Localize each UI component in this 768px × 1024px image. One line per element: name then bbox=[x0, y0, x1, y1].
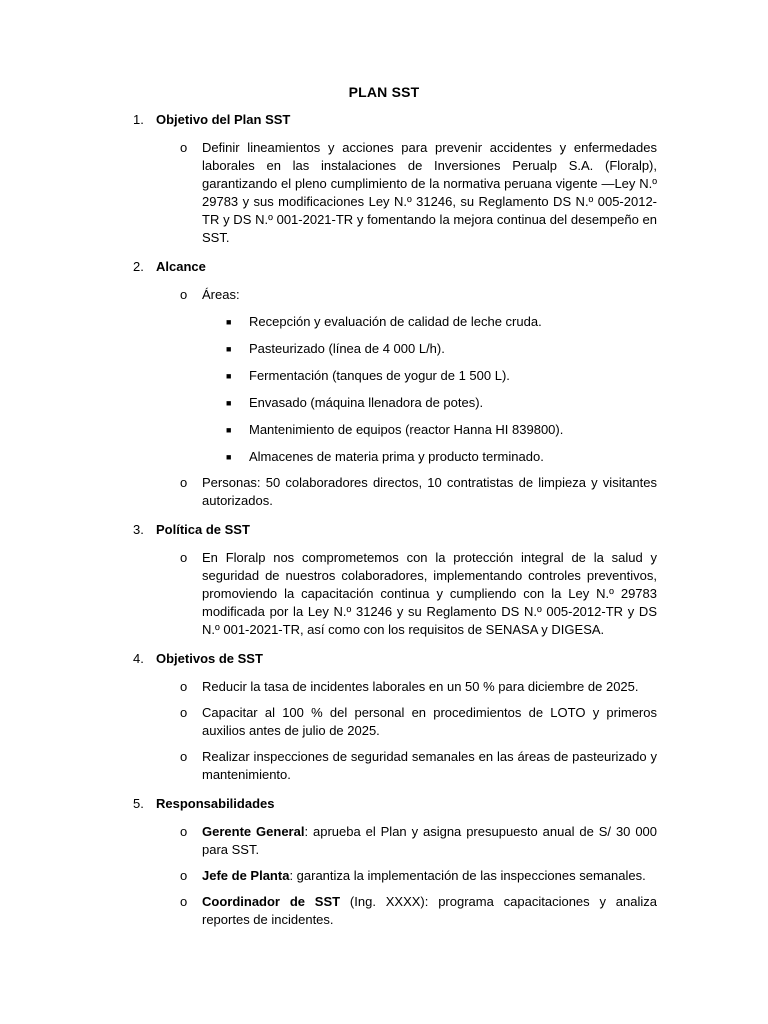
circle-bullet-icon: o bbox=[180, 679, 188, 694]
section-alcance bbox=[0, 256, 768, 510]
section-number: 4. bbox=[133, 651, 144, 666]
role-name: Coordinador de SST bbox=[202, 894, 341, 909]
list-item-text: Realizar inspecciones de seguridad semanales en las áreas de pasteurizado y mantenimiento. bbox=[202, 749, 657, 782]
list-item-text: En Floralp nos comprometemos con la protección integral de la salud y seguridad de nuestros colaboradores, implementando controles preventivos, promoviendo la capacitación continua y cumpliendo con la Ley N.º 29783 modificada por la Ley N.º 31246 y su Reglamento DS N.º 005-2012-TR y DS N.º 001-2021-TR, así como con los requisitos de SENASA y DIGESA. bbox=[202, 550, 657, 637]
section-responsabilidades bbox=[0, 793, 768, 929]
sub-list-item bbox=[0, 313, 768, 331]
list-item bbox=[0, 823, 768, 859]
section-title: Objetivo del Plan SST bbox=[156, 112, 291, 127]
section-title: Alcance bbox=[156, 259, 206, 274]
circle-bullet-icon: o bbox=[180, 140, 188, 155]
role-name: Jefe de Planta bbox=[202, 868, 290, 883]
list-item bbox=[0, 549, 768, 639]
square-bullet-icon: ■ bbox=[226, 371, 232, 381]
circle-bullet-icon: o bbox=[180, 749, 188, 764]
document-title: PLAN SST bbox=[348, 84, 420, 100]
list-item-text: Capacitar al 100 % del personal en procedimientos de LOTO y primeros auxilios antes de julio de 2025. bbox=[202, 705, 657, 738]
list-item-text: Definir lineamientos y acciones para prevenir accidentes y enfermedades laborales en las instalaciones de Inversiones Perualp S.A. (Floralp), garantizando el pleno cumplimiento de la normativa peruana vigente —Ley N.º 29783 y sus modificaciones Ley N.º 31246, su Reglamento DS N.º 005-2012-TR y DS N.º 001-2021-TR y fomentando la mejora continua del desempeño en SST. bbox=[202, 140, 657, 245]
sub-list-item bbox=[0, 394, 768, 412]
role-description: : aprueba el Plan y asigna presupuesto anual de S/ 30 000 para SST. bbox=[202, 824, 658, 857]
list-item bbox=[0, 748, 768, 784]
circle-bullet-icon: o bbox=[180, 475, 188, 490]
list-item-text bbox=[202, 867, 657, 885]
circle-bullet-icon: o bbox=[180, 550, 188, 565]
section-heading bbox=[0, 793, 768, 815]
list-item bbox=[0, 893, 768, 929]
sub-list-item-text: Envasado (máquina llenadora de potes). bbox=[249, 395, 484, 410]
section-title: Responsabilidades bbox=[156, 796, 275, 811]
square-bullet-icon: ■ bbox=[226, 344, 232, 354]
list-item bbox=[0, 867, 768, 885]
sub-list-item-text: Almacenes de materia prima y producto terminado. bbox=[249, 449, 544, 464]
section-title: Objetivos de SST bbox=[156, 651, 263, 666]
section-objetivo bbox=[0, 109, 768, 247]
list-item-text: Personas: 50 colaboradores directos, 10 contratistas de limpieza y visitantes autorizados. bbox=[202, 475, 657, 508]
role-name: Gerente General bbox=[202, 824, 305, 839]
list-item-text: Reducir la tasa de incidentes laborales en un 50 % para diciembre de 2025. bbox=[202, 679, 639, 694]
section-number: 1. bbox=[133, 112, 144, 127]
sub-list-item bbox=[0, 340, 768, 358]
list-item bbox=[0, 139, 768, 247]
list-item bbox=[0, 286, 768, 304]
square-bullet-icon: ■ bbox=[226, 317, 232, 327]
section-heading bbox=[0, 256, 768, 278]
circle-bullet-icon: o bbox=[180, 894, 188, 909]
document-body bbox=[0, 109, 768, 938]
sub-list-item-text: Recepción y evaluación de calidad de leche cruda. bbox=[249, 314, 542, 329]
section-title: Política de SST bbox=[156, 522, 250, 537]
list-item-text bbox=[202, 823, 657, 859]
section-number: 2. bbox=[133, 259, 144, 274]
section-heading bbox=[0, 519, 768, 541]
section-heading bbox=[0, 109, 768, 131]
role-description: (Ing. XXXX): programa capacitaciones y analiza reportes de incidentes. bbox=[202, 894, 657, 927]
sub-list-item bbox=[0, 448, 768, 466]
circle-bullet-icon: o bbox=[180, 824, 188, 839]
square-bullet-icon: ■ bbox=[226, 398, 232, 408]
list-item bbox=[0, 704, 768, 740]
sub-list-item-text: Mantenimiento de equipos (reactor Hanna HI 839800). bbox=[249, 422, 564, 437]
section-heading bbox=[0, 648, 768, 670]
sub-list-item bbox=[0, 421, 768, 439]
section-number: 3. bbox=[133, 522, 144, 537]
section-number: 5. bbox=[133, 796, 144, 811]
sub-list-item bbox=[0, 367, 768, 385]
section-objetivos bbox=[0, 648, 768, 784]
circle-bullet-icon: o bbox=[180, 287, 188, 302]
list-item-text: Áreas: bbox=[202, 287, 240, 302]
sub-list-item-text: Fermentación (tanques de yogur de 1 500 L). bbox=[249, 368, 510, 383]
role-description: : garantiza la implementación de las inspecciones semanales. bbox=[289, 868, 646, 883]
sub-list-item-text: Pasteurizado (línea de 4 000 L/h). bbox=[249, 341, 445, 356]
list-item bbox=[0, 474, 768, 510]
section-politica bbox=[0, 519, 768, 639]
square-bullet-icon: ■ bbox=[226, 425, 232, 435]
list-item-text bbox=[202, 893, 657, 929]
list-item bbox=[0, 678, 768, 696]
circle-bullet-icon: o bbox=[180, 868, 188, 883]
square-bullet-icon: ■ bbox=[226, 452, 232, 462]
circle-bullet-icon: o bbox=[180, 705, 188, 720]
